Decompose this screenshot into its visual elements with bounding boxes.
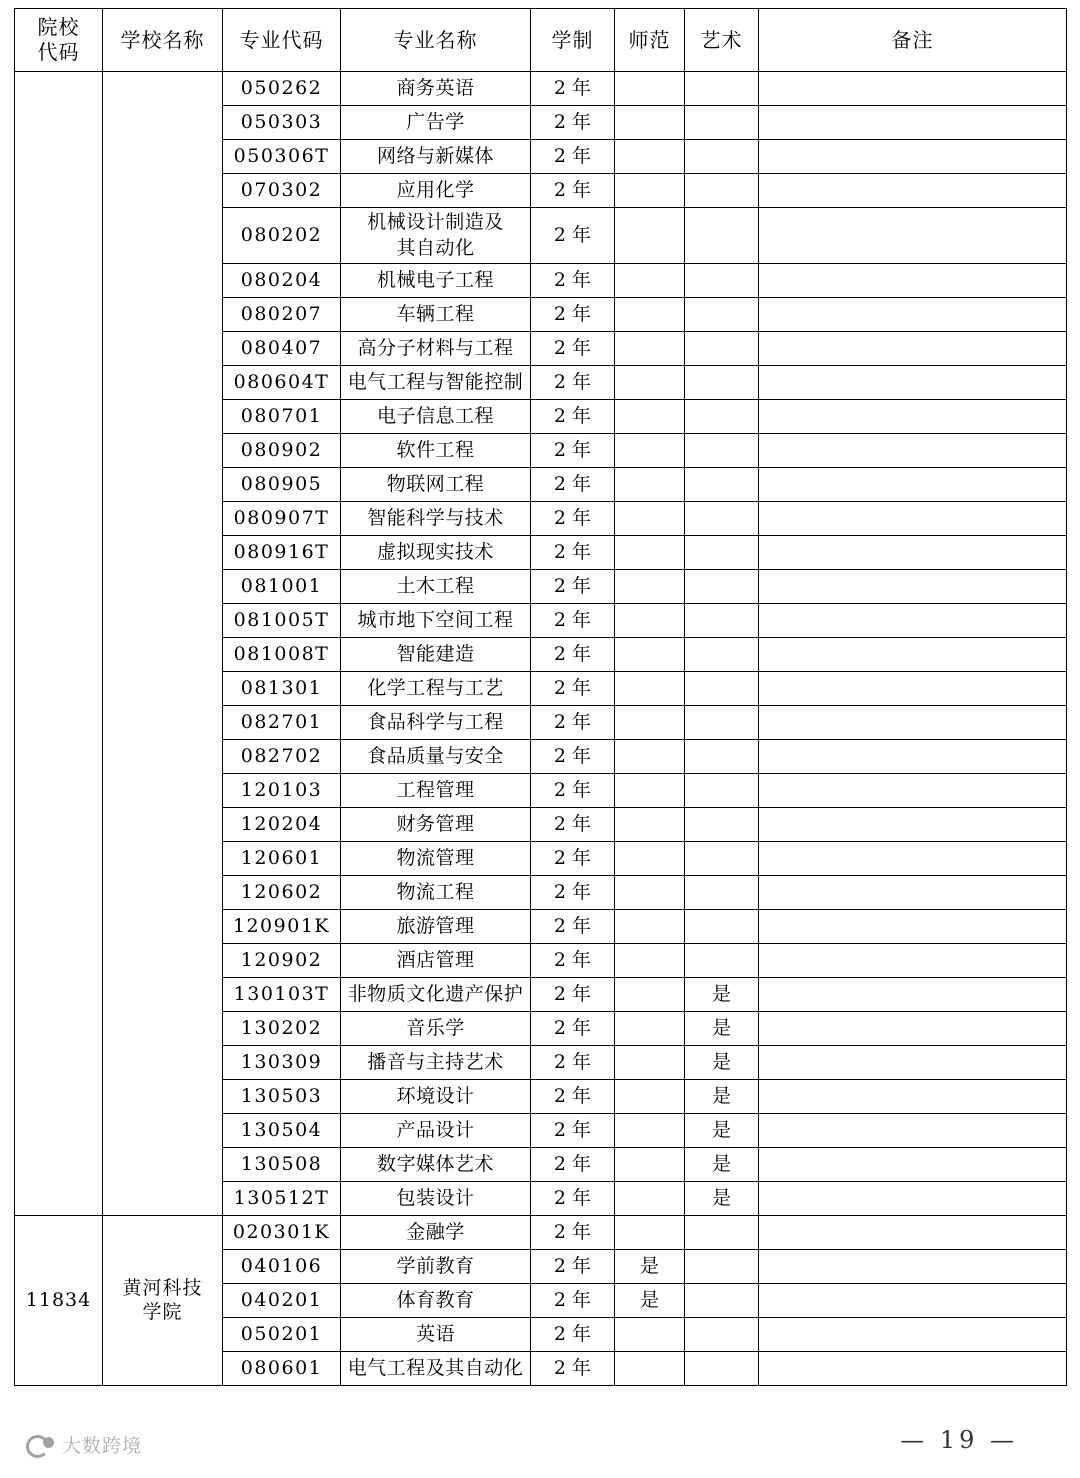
school-code-cell [15, 72, 103, 1216]
length-cell: 2 年 [531, 1012, 615, 1046]
length-cell: 2 年 [531, 638, 615, 672]
page-number: — 19 — [900, 1426, 1018, 1454]
remark-cell [759, 264, 1067, 298]
length-cell: 2 年 [531, 1216, 615, 1250]
major-code-cell: 080916T [223, 536, 341, 570]
major-code-cell: 080907T [223, 502, 341, 536]
major-name-cell: 高分子材料与工程 [341, 332, 531, 366]
header-school-name: 学校名称 [103, 9, 223, 72]
remark-cell [759, 468, 1067, 502]
major-name-cell: 物流管理 [341, 842, 531, 876]
art-cell [685, 570, 759, 604]
major-code-cell: 082702 [223, 740, 341, 774]
length-cell: 2 年 [531, 174, 615, 208]
major-code-cell: 080204 [223, 264, 341, 298]
remark-cell [759, 774, 1067, 808]
normal-cell: 是 [615, 1284, 685, 1318]
major-name-cell: 体育教育 [341, 1284, 531, 1318]
header-school-code-line2: 代码 [37, 40, 80, 64]
length-cell: 2 年 [531, 298, 615, 332]
art-cell [685, 264, 759, 298]
normal-cell [615, 842, 685, 876]
remark-cell [759, 106, 1067, 140]
normal-cell [615, 1216, 685, 1250]
art-cell [685, 468, 759, 502]
normal-cell [615, 1148, 685, 1182]
remark-cell [759, 706, 1067, 740]
length-cell: 2 年 [531, 1284, 615, 1318]
remark-cell [759, 570, 1067, 604]
normal-cell [615, 774, 685, 808]
length-cell: 2 年 [531, 1250, 615, 1284]
normal-cell [615, 434, 685, 468]
major-name-cell: 物联网工程 [341, 468, 531, 502]
major-code-cell: 050201 [223, 1318, 341, 1352]
major-name-cell: 应用化学 [341, 174, 531, 208]
remark-cell [759, 174, 1067, 208]
normal-cell [615, 208, 685, 264]
table-body [15, 72, 1067, 1386]
major-code-cell: 080905 [223, 468, 341, 502]
art-cell [685, 174, 759, 208]
art-cell [685, 604, 759, 638]
major-code-cell: 050306T [223, 140, 341, 174]
table-header-row [15, 9, 1067, 72]
normal-cell [615, 140, 685, 174]
school-name-line2: 学院 [142, 1300, 183, 1323]
remark-cell [759, 978, 1067, 1012]
art-cell [685, 1352, 759, 1386]
major-code-cell: 130508 [223, 1148, 341, 1182]
remark-cell [759, 604, 1067, 638]
length-cell: 2 年 [531, 366, 615, 400]
major-code-cell: 080601 [223, 1352, 341, 1386]
art-cell [685, 332, 759, 366]
major-name-cell: 非物质文化遗产保护 [341, 978, 531, 1012]
major-code-cell: 081301 [223, 672, 341, 706]
school-code-cell: 11834 [15, 1216, 103, 1386]
major-name-cell: 环境设计 [341, 1080, 531, 1114]
normal-cell [615, 638, 685, 672]
major-name-cell: 音乐学 [341, 1012, 531, 1046]
major-name-line2: 其自动化 [396, 236, 475, 259]
art-cell [685, 400, 759, 434]
spiral-logo-icon [26, 1432, 56, 1458]
major-name-cell: 酒店管理 [341, 944, 531, 978]
art-cell [685, 1284, 759, 1318]
length-cell: 2 年 [531, 536, 615, 570]
table-row [15, 72, 1067, 106]
remark-cell [759, 72, 1067, 106]
major-name-cell: 数字媒体艺术 [341, 1148, 531, 1182]
header-school-code [15, 9, 103, 72]
normal-cell [615, 672, 685, 706]
major-name-cell: 虚拟现实技术 [341, 536, 531, 570]
length-cell: 2 年 [531, 264, 615, 298]
remark-cell [759, 1012, 1067, 1046]
major-code-cell: 080701 [223, 400, 341, 434]
normal-cell [615, 944, 685, 978]
header-school-code-line1: 院校 [37, 15, 80, 39]
watermark-text: 大数跨境 [62, 1435, 143, 1457]
length-cell: 2 年 [531, 876, 615, 910]
normal-cell [615, 604, 685, 638]
normal-cell [615, 978, 685, 1012]
length-cell: 2 年 [531, 1182, 615, 1216]
major-code-cell: 080207 [223, 298, 341, 332]
remark-cell [759, 876, 1067, 910]
remark-cell [759, 400, 1067, 434]
art-cell [685, 1250, 759, 1284]
table-header [15, 9, 1067, 72]
normal-cell [615, 536, 685, 570]
normal-cell [615, 1114, 685, 1148]
major-name-cell: 城市地下空间工程 [341, 604, 531, 638]
art-cell [685, 434, 759, 468]
major-name-cell: 电气工程与智能控制 [341, 366, 531, 400]
major-name-cell: 工程管理 [341, 774, 531, 808]
major-code-cell: 130103T [223, 978, 341, 1012]
school-name-line1: 黄河科技 [122, 1277, 203, 1300]
normal-cell [615, 264, 685, 298]
normal-cell [615, 740, 685, 774]
header-art: 艺术 [685, 9, 759, 72]
remark-cell [759, 638, 1067, 672]
major-code-cell: 130512T [223, 1182, 341, 1216]
art-cell [685, 140, 759, 174]
normal-cell [615, 1012, 685, 1046]
normal-cell [615, 366, 685, 400]
major-name-cell: 土木工程 [341, 570, 531, 604]
length-cell: 2 年 [531, 1114, 615, 1148]
art-cell [685, 366, 759, 400]
major-code-cell: 050303 [223, 106, 341, 140]
major-code-cell: 130503 [223, 1080, 341, 1114]
normal-cell [615, 502, 685, 536]
remark-cell [759, 910, 1067, 944]
art-cell: 是 [685, 1012, 759, 1046]
art-cell [685, 774, 759, 808]
normal-cell [615, 72, 685, 106]
length-cell: 2 年 [531, 570, 615, 604]
length-cell: 2 年 [531, 1046, 615, 1080]
art-cell [685, 536, 759, 570]
remark-cell [759, 1318, 1067, 1352]
art-cell: 是 [685, 1080, 759, 1114]
remark-cell [759, 1080, 1067, 1114]
major-code-cell: 130309 [223, 1046, 341, 1080]
normal-cell [615, 1080, 685, 1114]
normal-cell [615, 174, 685, 208]
major-code-cell: 080407 [223, 332, 341, 366]
length-cell: 2 年 [531, 1148, 615, 1182]
header-length: 学制 [531, 9, 615, 72]
art-cell: 是 [685, 1046, 759, 1080]
normal-cell [615, 876, 685, 910]
remark-cell [759, 842, 1067, 876]
normal-cell [615, 298, 685, 332]
art-cell: 是 [685, 978, 759, 1012]
major-code-cell: 081005T [223, 604, 341, 638]
normal-cell: 是 [615, 1250, 685, 1284]
major-name-cell: 旅游管理 [341, 910, 531, 944]
art-cell: 是 [685, 1182, 759, 1216]
remark-cell [759, 536, 1067, 570]
remark-cell [759, 672, 1067, 706]
normal-cell [615, 1046, 685, 1080]
length-cell: 2 年 [531, 978, 615, 1012]
major-name-cell: 财务管理 [341, 808, 531, 842]
art-cell [685, 706, 759, 740]
remark-cell [759, 366, 1067, 400]
normal-cell [615, 570, 685, 604]
majors-table [14, 8, 1067, 1386]
art-cell [685, 740, 759, 774]
school-name-cell [103, 72, 223, 1216]
major-name-cell: 机械电子工程 [341, 264, 531, 298]
major-code-cell: 120902 [223, 944, 341, 978]
art-cell [685, 808, 759, 842]
remark-cell [759, 1216, 1067, 1250]
art-cell [685, 502, 759, 536]
page-footer [0, 1420, 1080, 1460]
remark-cell [759, 1284, 1067, 1318]
major-code-cell: 120103 [223, 774, 341, 808]
remark-cell [759, 208, 1067, 264]
length-cell: 2 年 [531, 332, 615, 366]
remark-cell [759, 298, 1067, 332]
major-code-cell: 020301K [223, 1216, 341, 1250]
normal-cell [615, 332, 685, 366]
art-cell: 是 [685, 1114, 759, 1148]
length-cell: 2 年 [531, 502, 615, 536]
length-cell: 2 年 [531, 208, 615, 264]
major-name-cell [341, 208, 531, 264]
art-cell [685, 208, 759, 264]
header-major-code: 专业代码 [223, 9, 341, 72]
major-code-cell: 081008T [223, 638, 341, 672]
remark-cell [759, 944, 1067, 978]
length-cell: 2 年 [531, 910, 615, 944]
major-name-cell: 软件工程 [341, 434, 531, 468]
art-cell [685, 298, 759, 332]
length-cell: 2 年 [531, 106, 615, 140]
length-cell: 2 年 [531, 1080, 615, 1114]
school-name-cell [103, 1216, 223, 1386]
major-name-cell: 学前教育 [341, 1250, 531, 1284]
major-name-cell: 智能建造 [341, 638, 531, 672]
remark-cell [759, 1182, 1067, 1216]
header-normal: 师范 [615, 9, 685, 72]
normal-cell [615, 468, 685, 502]
normal-cell [615, 1318, 685, 1352]
major-name-cell: 车辆工程 [341, 298, 531, 332]
remark-cell [759, 808, 1067, 842]
major-name-cell: 智能科学与技术 [341, 502, 531, 536]
remark-cell [759, 140, 1067, 174]
major-name-cell: 物流工程 [341, 876, 531, 910]
length-cell: 2 年 [531, 434, 615, 468]
table-row [15, 1216, 1067, 1250]
header-major-name: 专业名称 [341, 9, 531, 72]
art-cell [685, 106, 759, 140]
major-code-cell: 130202 [223, 1012, 341, 1046]
length-cell: 2 年 [531, 468, 615, 502]
art-cell [685, 672, 759, 706]
major-name-cell: 播音与主持艺术 [341, 1046, 531, 1080]
length-cell: 2 年 [531, 72, 615, 106]
remark-cell [759, 1046, 1067, 1080]
art-cell [685, 910, 759, 944]
major-code-cell: 080902 [223, 434, 341, 468]
watermark [26, 1431, 142, 1458]
remark-cell [759, 740, 1067, 774]
length-cell: 2 年 [531, 140, 615, 174]
art-cell [685, 72, 759, 106]
major-code-cell: 081001 [223, 570, 341, 604]
header-remark: 备注 [759, 9, 1067, 72]
art-cell [685, 1318, 759, 1352]
remark-cell [759, 1352, 1067, 1386]
major-code-cell: 080202 [223, 208, 341, 264]
normal-cell [615, 1182, 685, 1216]
major-name-cell: 广告学 [341, 106, 531, 140]
normal-cell [615, 808, 685, 842]
art-cell [685, 1216, 759, 1250]
major-code-cell: 130504 [223, 1114, 341, 1148]
normal-cell [615, 400, 685, 434]
art-cell [685, 944, 759, 978]
major-name-cell: 电子信息工程 [341, 400, 531, 434]
remark-cell [759, 502, 1067, 536]
art-cell [685, 842, 759, 876]
major-code-cell: 040106 [223, 1250, 341, 1284]
length-cell: 2 年 [531, 604, 615, 638]
length-cell: 2 年 [531, 1318, 615, 1352]
major-name-cell: 食品质量与安全 [341, 740, 531, 774]
remark-cell [759, 434, 1067, 468]
major-code-cell: 082701 [223, 706, 341, 740]
major-name-line1: 机械设计制造及 [367, 211, 504, 233]
major-name-cell: 网络与新媒体 [341, 140, 531, 174]
major-name-cell: 产品设计 [341, 1114, 531, 1148]
length-cell: 2 年 [531, 400, 615, 434]
major-code-cell: 120602 [223, 876, 341, 910]
major-name-cell: 电气工程及其自动化 [341, 1352, 531, 1386]
remark-cell [759, 332, 1067, 366]
length-cell: 2 年 [531, 1352, 615, 1386]
length-cell: 2 年 [531, 740, 615, 774]
major-code-cell: 050262 [223, 72, 341, 106]
art-cell: 是 [685, 1148, 759, 1182]
length-cell: 2 年 [531, 808, 615, 842]
normal-cell [615, 910, 685, 944]
major-name-cell: 食品科学与工程 [341, 706, 531, 740]
length-cell: 2 年 [531, 944, 615, 978]
major-name-cell: 包装设计 [341, 1182, 531, 1216]
major-name-cell: 化学工程与工艺 [341, 672, 531, 706]
major-code-cell: 120601 [223, 842, 341, 876]
length-cell: 2 年 [531, 842, 615, 876]
length-cell: 2 年 [531, 774, 615, 808]
art-cell [685, 638, 759, 672]
remark-cell [759, 1148, 1067, 1182]
normal-cell [615, 106, 685, 140]
major-code-cell: 120204 [223, 808, 341, 842]
normal-cell [615, 1352, 685, 1386]
normal-cell [615, 706, 685, 740]
major-code-cell: 120901K [223, 910, 341, 944]
remark-cell [759, 1114, 1067, 1148]
remark-cell [759, 1250, 1067, 1284]
major-code-cell: 080604T [223, 366, 341, 400]
major-name-cell: 金融学 [341, 1216, 531, 1250]
major-code-cell: 040201 [223, 1284, 341, 1318]
major-name-cell: 英语 [341, 1318, 531, 1352]
art-cell [685, 876, 759, 910]
length-cell: 2 年 [531, 672, 615, 706]
length-cell: 2 年 [531, 706, 615, 740]
major-code-cell: 070302 [223, 174, 341, 208]
major-name-cell: 商务英语 [341, 72, 531, 106]
